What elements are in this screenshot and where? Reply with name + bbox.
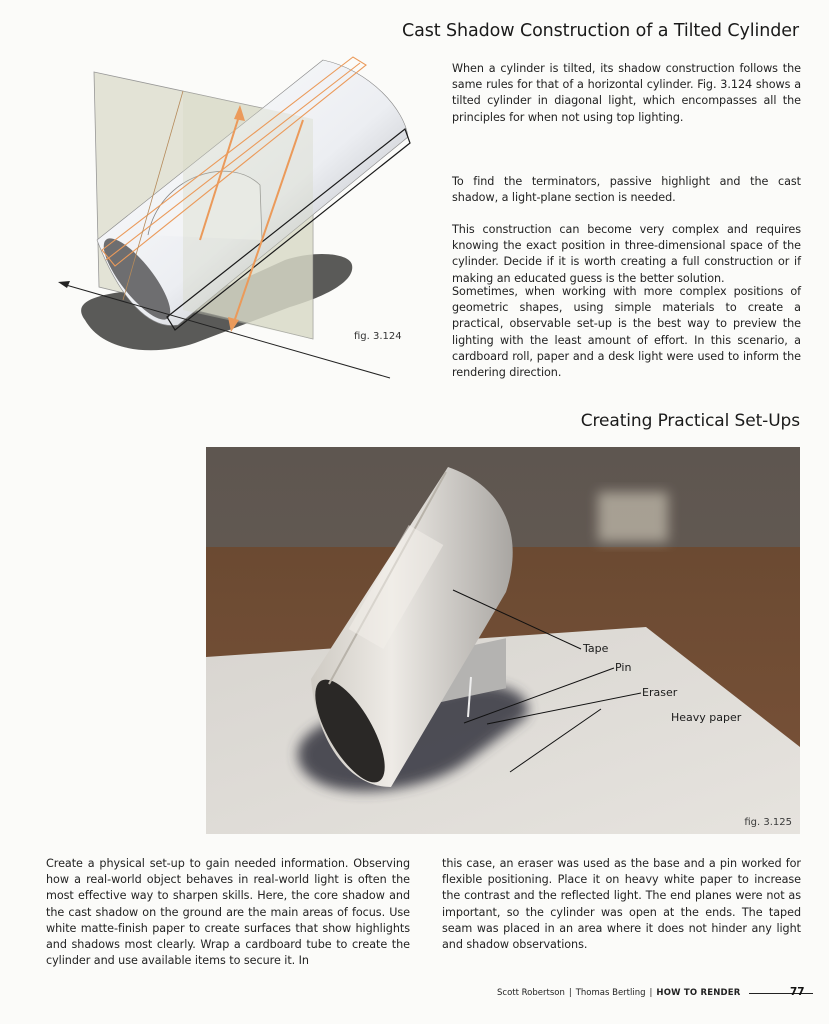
label-tape: Tape [583, 642, 609, 655]
author-name: Thomas Bertling [575, 988, 646, 998]
label-eraser: Eraser [642, 686, 678, 699]
label-pin: Pin [615, 661, 632, 674]
paragraph: When a cylinder is tilted, its shadow construction follows the same rules for that of a horizontal cylinder. Fig. 3.124 shows a tilted cylinder in diagonal light, which encompasses all the principles for when not using top lighting. [452, 62, 801, 124]
tilted-cylinder-diagram [30, 55, 430, 395]
setup-photo [206, 447, 800, 834]
section-title-practical-setups: Creating Practical Set-Ups [580, 411, 800, 431]
arrow-head-left [58, 281, 70, 288]
figure-caption-3-124: fig. 3.124 [354, 331, 402, 342]
paragraph: To find the terminators, passive highlight and the cast shadow, a light-plane section is needed. [452, 175, 801, 205]
background-frame [598, 492, 668, 542]
footer-separator: | [568, 988, 572, 998]
book-title: HOW TO RENDER [656, 988, 741, 998]
paragraph: Sometimes, when working with more complex positions of geometric shapes, using simple materials to create a practical, observable set-up is the best way to preview the lighting with the least amount of effort. In this scenario, a cardboard roll, paper and a desk light were used to inform the rendering direction. [452, 285, 801, 380]
author-name: Scott Robertson [497, 988, 565, 998]
footer-separator: | [649, 988, 653, 998]
paragraph: Create a physical set-up to gain needed information. Observing how a real-world object behaves in real-world light is often the most effective way to sharpen skills. Here, the core shadow and the cast shadow on the ground are the main areas of focus. Use white matte-finish paper to create surfaces that show highlights and shadows most clearly. Wrap a cardboard tube to create the cylinder and use available items to secure it. In [46, 857, 410, 968]
section-title-cast-shadow: Cast Shadow Construction of a Tilted Cylinder [402, 21, 799, 41]
page-number: 77 [790, 986, 805, 998]
paragraph: This construction can become very complex and requires knowing the exact position in three-dimensional space of the cylinder. Decide if it is worth creating a full construction or if making an educated guess is the better solution. [452, 223, 801, 285]
figure-caption-3-125: fig. 3.125 [744, 817, 792, 828]
paragraph: this case, an eraser was used as the base and a pin worked for flexible positioning. Place it on heavy white paper to increase the contrast and the reflected light. The end planes were not as important, so the cylinder was open at the ends. The taped seam was placed in an area where it does not hinder any light and shadow observations. [442, 857, 801, 952]
page-footer [497, 988, 823, 998]
label-heavy-paper: Heavy paper [671, 711, 742, 724]
